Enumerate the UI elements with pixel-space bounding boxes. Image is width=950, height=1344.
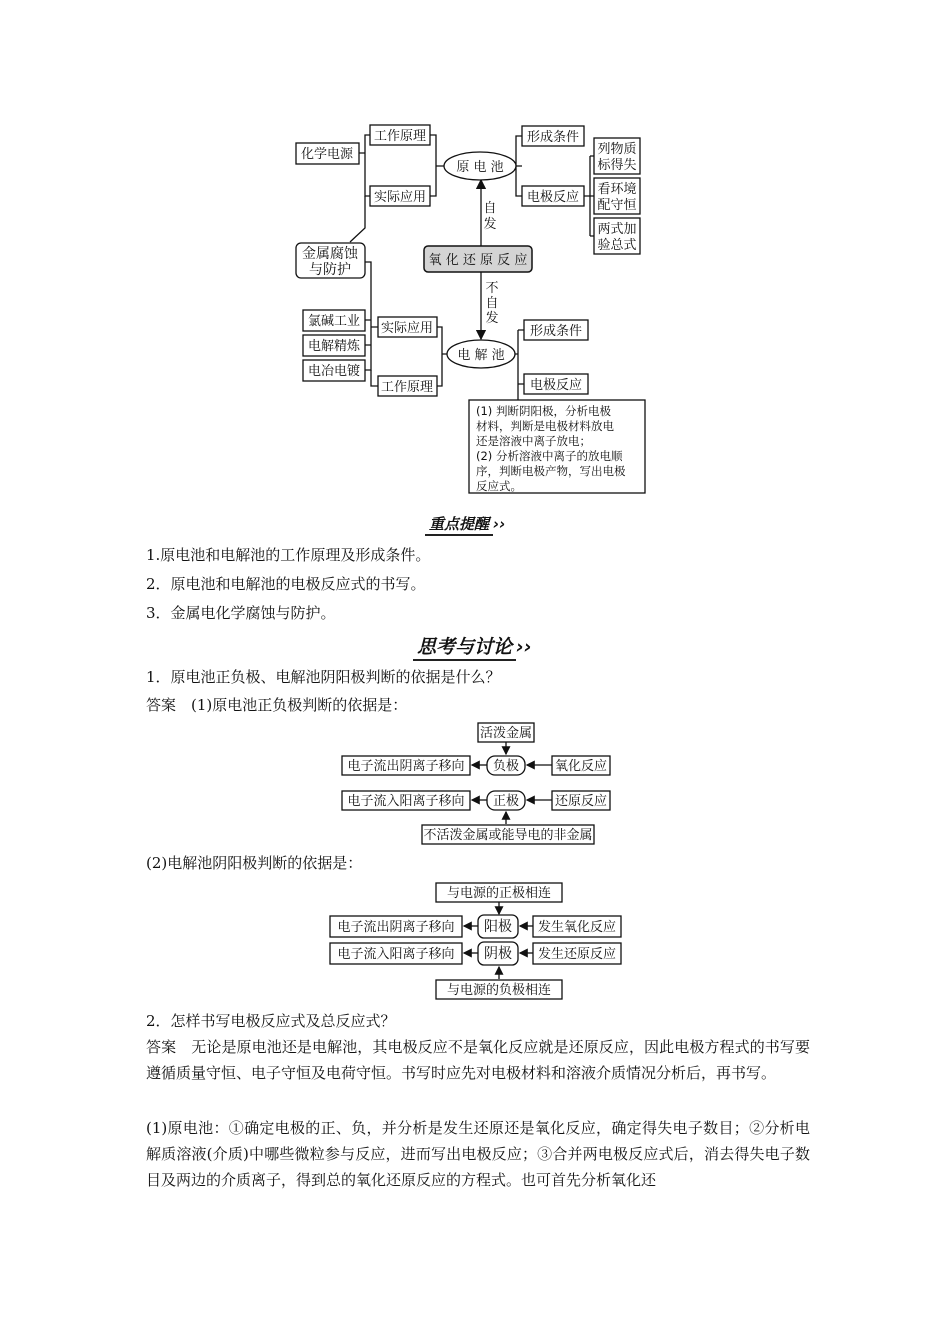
node-chlor-alkali-text: 氯碱工业 bbox=[307, 314, 361, 329]
galvanic-electrode-diagram bbox=[330, 718, 630, 848]
d1-bottom-text: 不活泼金属或能导电的非金属 bbox=[423, 828, 593, 843]
answer-2: 答案 无论是原电池还是电解池，其电极反应不是氧化反应就是还原反应，因此电极方程式的书写要遵循质量守恒、电子守恒及电荷守恒。书写时应先对电极材料和溶液介质情况分析后，再书写。 bbox=[146, 1038, 810, 1082]
question-1: 1．原电池正负极、电解池阴阳极判断的依据是什么？ bbox=[146, 668, 501, 686]
node-formation-cond-top-text: 形成条件 bbox=[526, 130, 580, 145]
d1-neg-center-text: 负极 bbox=[492, 759, 520, 774]
d1-pos-right-text: 还原反应 bbox=[554, 794, 608, 809]
d2-cathode-right-text: 发生还原反应 bbox=[537, 947, 617, 962]
node-electro-plating-text: 电冶电镀 bbox=[307, 364, 361, 379]
d2-cathode-left-text: 电子流入阳离子移向 bbox=[337, 947, 455, 962]
node-env-conserve-l1: 看环境 bbox=[597, 182, 637, 197]
node-practical-app-top-text: 实际应用 bbox=[373, 190, 427, 205]
key-points-heading bbox=[425, 513, 505, 534]
node-electro-refining-text: 电解精炼 bbox=[307, 339, 361, 354]
double-chevron-icon: ›› bbox=[516, 636, 532, 658]
key-point-item: 1.原电池和电解池的工作原理及形成条件。 bbox=[146, 546, 431, 564]
node-electrolytic-cell-text: 电 解 池 bbox=[457, 348, 505, 363]
electrolytic-electrode-diagram bbox=[320, 878, 640, 1003]
label-nonspont-1: 不 bbox=[485, 281, 499, 296]
discussion-heading-text: 思考与讨论 bbox=[413, 636, 516, 661]
node-galvanic-cell-text: 原 电 池 bbox=[456, 160, 504, 175]
d2-anode-right-text: 发生氧化反应 bbox=[537, 920, 617, 935]
key-point-item: 3．金属电化学腐蚀与防护。 bbox=[146, 604, 336, 622]
node-env-conserve-l2: 配守恒 bbox=[597, 198, 637, 213]
discussion-heading bbox=[413, 632, 532, 659]
node-list-gain-loss-l1: 列物质 bbox=[597, 142, 637, 157]
node-electrode-reaction-top-text: 电极反应 bbox=[526, 190, 580, 205]
node-list-gain-loss-l2: 标得失 bbox=[597, 158, 637, 173]
d2-anode-center-text: 阳极 bbox=[484, 919, 512, 935]
node-redox-text: 氧 化 还 原 反 应 bbox=[428, 253, 528, 268]
node-practical-app-bottom-text: 实际应用 bbox=[380, 321, 434, 336]
node-corrosion-l1: 金属腐蚀 bbox=[302, 246, 358, 262]
note-line: 反应式。 bbox=[476, 479, 522, 493]
key-point-item: 2．原电池和电解池的电极反应式的书写。 bbox=[146, 575, 426, 593]
label-spontaneous-1: 自 bbox=[483, 201, 497, 216]
node-electrode-reaction-bottom-text: 电极反应 bbox=[529, 378, 583, 393]
note-line: 材料，判断是电极材料放电 bbox=[476, 419, 614, 433]
question-2: 2．怎样书写电极反应式及总反应式？ bbox=[146, 1012, 396, 1030]
d1-top-text: 活泼金属 bbox=[479, 726, 533, 741]
answer-2-part1: (1)原电池：①确定电极的正、负，并分析是发生还原还是氧化反应，确定得失电子数目；②分析电解质溶液(介质)中哪些微粒参与反应，进而写出电极反应；③合并两电极反应式后，消去得失电子数目及两边的介质离子，得到总的氧化还原反应的方程式。也可首先分析氧化还 bbox=[146, 1119, 810, 1189]
node-sum-check-l1: 两式加 bbox=[597, 222, 637, 237]
d1-neg-right-text: 氧化反应 bbox=[554, 759, 608, 774]
label-nonspont-2: 自 bbox=[485, 296, 499, 311]
label-nonspont-3: 发 bbox=[485, 311, 499, 326]
node-formation-cond-bottom-text: 形成条件 bbox=[529, 324, 583, 339]
node-work-principle-top-text: 工作原理 bbox=[373, 129, 427, 144]
node-corrosion-l2: 与防护 bbox=[309, 262, 351, 278]
d1-pos-left-text: 电子流入阳离子移向 bbox=[347, 794, 465, 809]
d1-pos-center-text: 正极 bbox=[492, 794, 520, 809]
d2-cathode-center-text: 阴极 bbox=[484, 946, 512, 962]
concept-map bbox=[0, 0, 950, 500]
node-sum-check-l2: 验总式 bbox=[597, 238, 637, 253]
note-line: (2) 分析溶液中离子的放电顺 bbox=[476, 449, 623, 463]
note-line: (1) 判断阴阳极，分析电极 bbox=[476, 404, 611, 418]
note-line: 还是溶液中离子放电； bbox=[476, 434, 591, 448]
d2-anode-left-text: 电子流出阴离子移向 bbox=[337, 920, 455, 935]
d2-bottom-text: 与电源的负极相连 bbox=[446, 983, 552, 998]
d2-top-text: 与电源的正极相连 bbox=[446, 886, 552, 901]
label-spontaneous-2: 发 bbox=[483, 217, 497, 232]
node-chem-source-text: 化学电源 bbox=[300, 147, 354, 162]
d1-neg-left-text: 电子流出阴离子移向 bbox=[347, 759, 465, 774]
node-work-principle-bottom-text: 工作原理 bbox=[380, 380, 434, 395]
double-chevron-icon: ›› bbox=[493, 515, 506, 533]
answer-1-part2: (2)电解池阴阳极判断的依据是： bbox=[146, 854, 363, 872]
note-line: 序，判断电极产物，写出电极 bbox=[476, 464, 626, 478]
key-points-heading-text: 重点提醒 bbox=[425, 515, 493, 536]
answer-1-intro: 答案 (1)原电池正负极判断的依据是： bbox=[146, 696, 408, 714]
